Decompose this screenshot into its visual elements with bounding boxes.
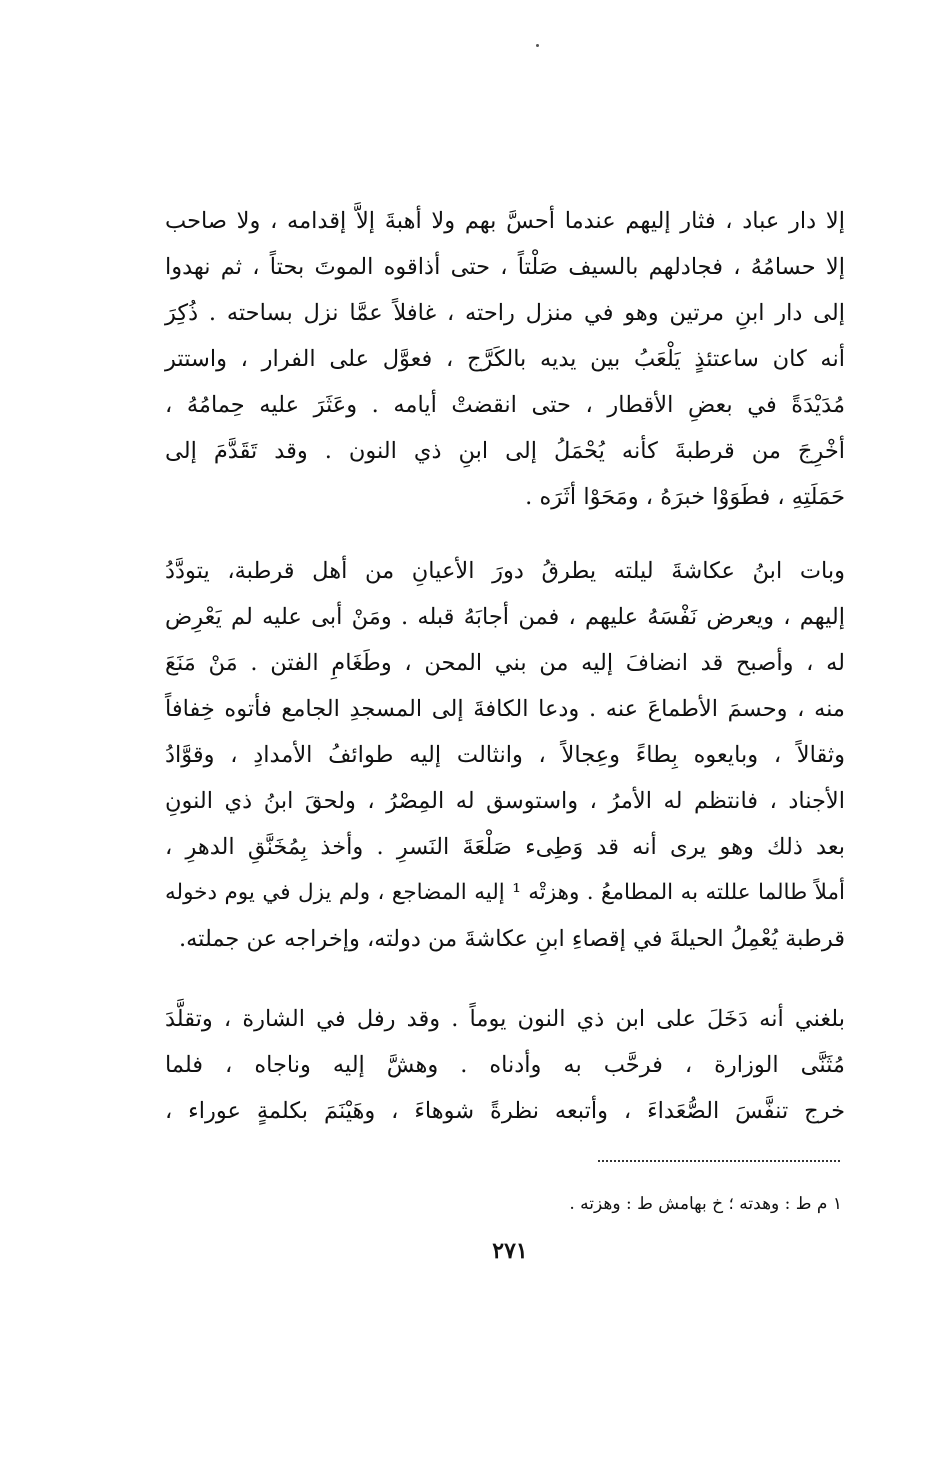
text-line: إليهم ، ويعرض نَفْسَهُ عليهم ، فمن أجابَهُ قبله . ومَنْ أبى عليه لم يَعْرِض xyxy=(165,604,845,630)
text-line: منه ، وحسمَ الأطماعَ عنه . ودعا الكافةَ إلى المسجدِ الجامع فأتوه خِفافاً xyxy=(165,696,845,722)
text-line: إلى دار ابنِ مرتين وهو في منزل راحته ، غافلاً عمَّا نزل بساحته . ذُكِرَ xyxy=(165,300,845,326)
text-line: وثقالاً ، وبايعوه بِطاءً وعِجالاً ، وانثالت إليه طوائفُ الأمدادِ ، وقوَّادُ xyxy=(165,742,845,768)
page-number: ٢٧١ xyxy=(492,1238,528,1264)
text-line: الأجناد ، فانتظم له الأمرُ ، واستوسق له المِصْرُ ، ولحقَ ابنُ ذي النونِ xyxy=(165,788,845,814)
text-line: مُدَيْدَةً في بعضِ الأقطار ، حتى انقضتْ أيامه . وعَثَرَ عليه حِمامُهُ ، xyxy=(165,392,845,418)
text-line: حَمَلَتِهِ ، فطَوَوْا خبرَهُ ، ومَحَوْا أثَرَه . xyxy=(525,484,845,510)
text-line: وبات ابنُ عكاشةَ ليلته يطرقُ دورَ الأعيانِ من أهل قرطبة، يتودَّدُ xyxy=(165,558,845,584)
text-line: إلا دار عباد ، فثار إليهم عندما أحسَّ بهم ولا أهبةَ إلاَّ إقدامه ، ولا صاحب xyxy=(165,208,845,234)
footnote: ١ م ط : وهدته ؛ خ بهامش ط : وهزته . xyxy=(569,1194,842,1214)
text-line: بلغني أنه دَخَلَ على ابن ذي النون يوماً . وقد رفل في الشارة ، وتقلَّدَ xyxy=(165,1006,845,1032)
paragraph-3 xyxy=(165,996,845,1134)
footnote-divider xyxy=(598,1160,840,1162)
text-line: مُثَنَّى الوزارة ، فرحَّب به وأدناه . وهشَّ إليه وناجاه ، فلما xyxy=(165,1052,845,1078)
paragraph-2 xyxy=(165,548,845,962)
text-line: إلا حسامُهُ ، فجادلهم بالسيف صَلْتاً ، حتى أذاقوه الموتَ بحتاً ، ثم نهدوا xyxy=(165,254,845,280)
text-line: قرطبة يُعْمِلُ الحيلةَ في إقصاءِ ابنِ عكاشةَ من دولته، وإخراجه عن جملته. xyxy=(178,926,845,952)
page-speck xyxy=(536,44,539,47)
text-line: أملاً طالما عللته به المطامعُ . وهزتْه ¹ إليه المضاجع ، ولم يزل في يوم دخوله xyxy=(165,880,845,905)
text-line: له ، وأصبح قد انضافَ إليه من بني المحن ، وطَغَامِ الفتن . مَنْ مَنَعَ xyxy=(165,650,845,676)
text-line: بعد ذلك وهو يرى أنه قد وَطِىء صَلْعَةَ النَسرِ . وأخذ بِمُخَنَّقِ الدهرِ ، xyxy=(165,834,845,860)
text-line: أنه كان ساعتئذٍ يَلْعَبُ بين يديه بالكَرَّج ، فعوَّل على الفرار ، واستتر xyxy=(165,346,845,372)
text-line: أخْرِجَ من قرطبةَ كأنه يُحْمَلُ إلى ابنِ ذي النون . وقد تَقَدَّمَ إلى xyxy=(165,438,845,464)
paragraph-1 xyxy=(165,198,845,520)
text-line: خرج تنفَّسَ الصُّعَداءَ ، وأتبعه نظرةً شوهاءَ ، وهَيْنَمَ بكلمةٍ عوراء ، xyxy=(165,1098,845,1124)
